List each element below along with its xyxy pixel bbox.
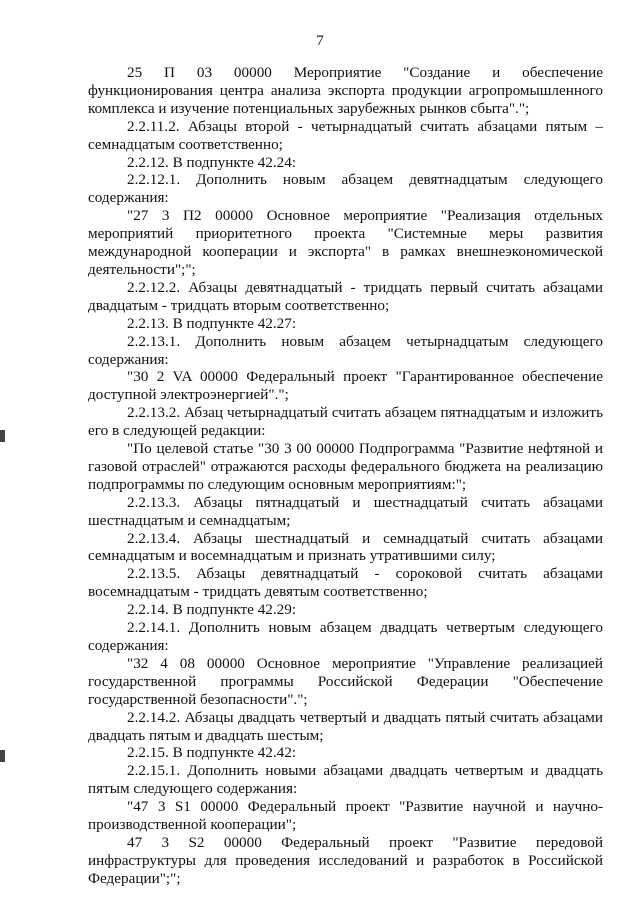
paragraph: "47 3 S1 00000 Федеральный проект "Развитие научной и научно-производственной кооперации"; [88, 798, 603, 834]
paragraph: 47 3 S2 00000 Федеральный проект "Развитие передовой инфраструктуры для проведения исследований и разработок в Российской Федерации";"; [88, 833, 603, 887]
paragraph: 2.2.13.2. Абзац четырнадцатый считать абзацем пятнадцатым и изложить его в следующей редакции: [88, 404, 603, 440]
paragraph: 2.2.14.2. Абзацы двадцать четвертый и двадцать пятый считать абзацами двадцать пятым и двадцать шестым; [88, 708, 603, 744]
scan-edge-mark [0, 750, 5, 762]
paragraph: 2.2.12. В подпункте 42.24: [127, 153, 297, 171]
paragraph: 25 П 03 00000 Мероприятие "Создание и обеспечение функционирования центра анализа экспорта продукции агропромышленного комплекса и изучение потенциальных зарубежных рынков сбыта"."; [88, 64, 603, 117]
paragraph: 2.2.15.1. Дополнить новыми абзацами двадцать четвертым и двадцать пятым следующего содержания: [88, 762, 603, 798]
paragraph: 2.2.13. В подпункте 42.27: [127, 314, 297, 332]
paragraph: 2.2.14.1. Дополнить новым абзацем двадцать четвертым следующего содержания: [88, 619, 603, 654]
paragraph: 2.2.12.2. Абзацы девятнадцатый - тридцать первый считать абзацами двадцатым - тридцать вторым соответственно; [88, 278, 603, 314]
paragraph: 2.2.11.2. Абзацы второй - четырнадцатый считать абзацами пятым – семнадцатым соответственно; [88, 117, 603, 153]
paragraph: "27 3 П2 00000 Основное мероприятие "Реализация отдельных мероприятий приоритетного проекта "Системные меры развития международной кооперации и экспорта" в рамках внешнеэкономической деятельности";"; [88, 207, 603, 278]
paragraph: 2.2.13.5. Абзацы девятнадцатый - сороковой считать абзацами восемнадцатым - тридцать девятым соответственно; [88, 565, 603, 601]
paragraph: 2.2.12.1. Дополнить новым абзацем девятнадцатым следующего содержания: [88, 171, 603, 207]
paragraph: 2.2.15. В подпункте 42.42: [127, 744, 297, 762]
paragraph: 2.2.13.4. Абзацы шестнадцатый и семнадцатый считать абзацами семнадцатым и восемнадцатым и признать утратившими силу; [88, 529, 603, 565]
paragraph: 2.2.13.1. Дополнить новым абзацем четырнадцатым следующего содержания: [88, 332, 603, 368]
scan-edge-mark [0, 430, 5, 442]
paragraph: 2.2.14. В подпункте 42.29: [127, 601, 297, 619]
page-number: 7 [316, 33, 324, 49]
paragraph: "По целевой статье "30 3 00 00000 Подпрограмма "Развитие нефтяной и газовой отраслей" отражаются расходы федерального бюджета на реализацию подпрограммы по следующим основным мероприятиям:"; [88, 440, 603, 493]
paragraph: "30 2 VA 00000 Федеральный проект "Гарантированное обеспечение доступной электроэнергией"."; [88, 368, 603, 404]
paragraph: 2.2.13.3. Абзацы пятнадцатый и шестнадцатый считать абзацами шестнадцатым и семнадцатым; [88, 493, 603, 529]
document-body [88, 64, 603, 888]
paragraph: "32 4 08 00000 Основное мероприятие "Управление реализацией государственной программы Российской Федерации "Обеспечение государственной безопасности"."; [88, 654, 603, 708]
